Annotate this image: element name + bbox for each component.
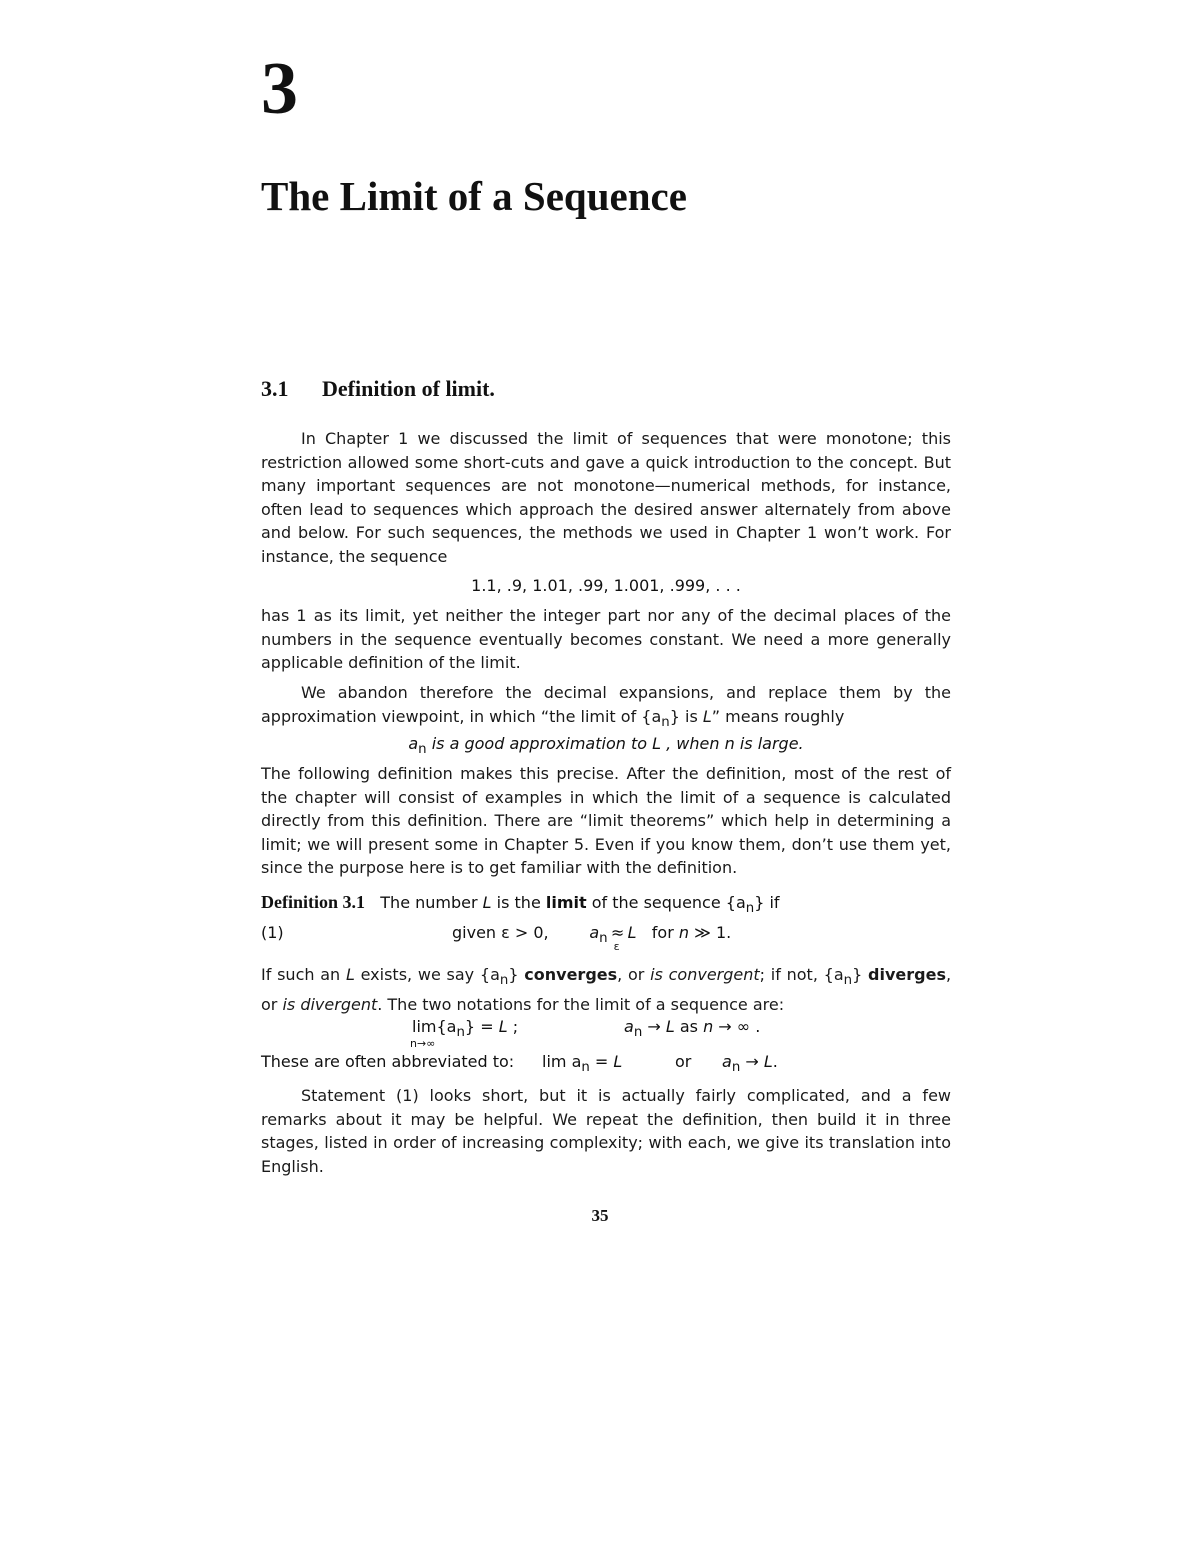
paragraph-statement-text: Statement (1) looks short, but it is actually fairly complicated, and a few remarks about it may be helpful. We repeat the definition, then build it in three stages, listed in order of increasing complexity; with each, we give its translation into English.: [261, 1086, 951, 1176]
equation-label: (1): [261, 923, 284, 942]
paragraph-approximation: We abandon therefore the decimal expansions, and replace them by the approximation viewpoint, in which “the limit of $\{a_n\}$ is L” means roughly: [261, 683, 951, 730]
limit-notation-1: lim n→∞ $\{a_n\} = L$ ;: [410, 1017, 519, 1050]
definition-label: Definition 3.1: [261, 892, 366, 912]
abbreviation-or: or: [675, 1052, 692, 1071]
approximation-display: $a_n$ is a good approximation to L , when n is large.: [408, 734, 804, 758]
limit-notation-2: $a_n \to L$ as n → ∞ .: [624, 1017, 761, 1041]
chapter-number: 3: [261, 48, 298, 130]
chapter-title: The Limit of a Sequence: [261, 173, 687, 219]
paragraph-limit-note-text: has 1 as its limit, yet neither the integer part nor any of the decimal places of the numbers in the sequence eventually becomes constant. We need a more generally applicable definition of the limit.: [261, 606, 951, 673]
paragraph-limit-note: [261, 604, 951, 675]
paragraph-intro: [261, 427, 951, 569]
sequence-display: 1.1, .9, 1.01, .99, 1.001, .999, . . .: [471, 576, 741, 595]
paragraph-definition-intro: [261, 762, 951, 880]
abbreviation-arrow: $a_n \to L$.: [722, 1052, 778, 1076]
section-heading: [261, 378, 495, 400]
definition-equation: given ε > 0, $a_n$ ≈ ε L for n ≫ 1.: [452, 923, 732, 953]
paragraph-converges: If such an L exists, we say $\{a_n\}$ converges, or is convergent; if not, $\{a_n\}$ diverges, or is divergent. The two notations for the limit of a sequence are:: [261, 965, 952, 1014]
section-title: Definition of limit.: [322, 376, 495, 401]
paragraph-statement: [261, 1084, 951, 1178]
abbreviation-lim: $\lim a_n = L$: [542, 1052, 623, 1076]
page-number: 35: [591, 1206, 609, 1225]
section-number: 3.1: [261, 376, 289, 401]
abbreviation-text: These are often abbreviated to:: [261, 1052, 515, 1071]
paragraph-definition-intro-text: The following definition makes this precise. After the definition, most of the rest of the chapter will consist of examples in which the limit of a sequence is calculated directly from this definition. There are “limit theorems” which help in determining a limit; we will present some in Chapter 5. Even if you know them, don’t use them yet, since the purpose here is to get familiar with the definition.: [261, 764, 951, 878]
paragraph-intro-text: In Chapter 1 we discussed the limit of sequences that were monotone; this restriction allowed some short-cuts and gave a quick introduction to the concept. But many important sequences are not monotone—numerical methods, for instance, often lead to sequences which approach the desired answer alternately from above and below. For such sequences, the methods we used in Chapter 1 won’t work. For instance, the sequence: [261, 429, 951, 566]
term-diverges: diverges: [868, 965, 946, 984]
definition-statement: Definition 3.1 The number L is the limit of the sequence $\{a_n\}$ if: [261, 892, 780, 917]
term-limit: limit: [545, 893, 587, 912]
term-converges: converges: [524, 965, 618, 984]
